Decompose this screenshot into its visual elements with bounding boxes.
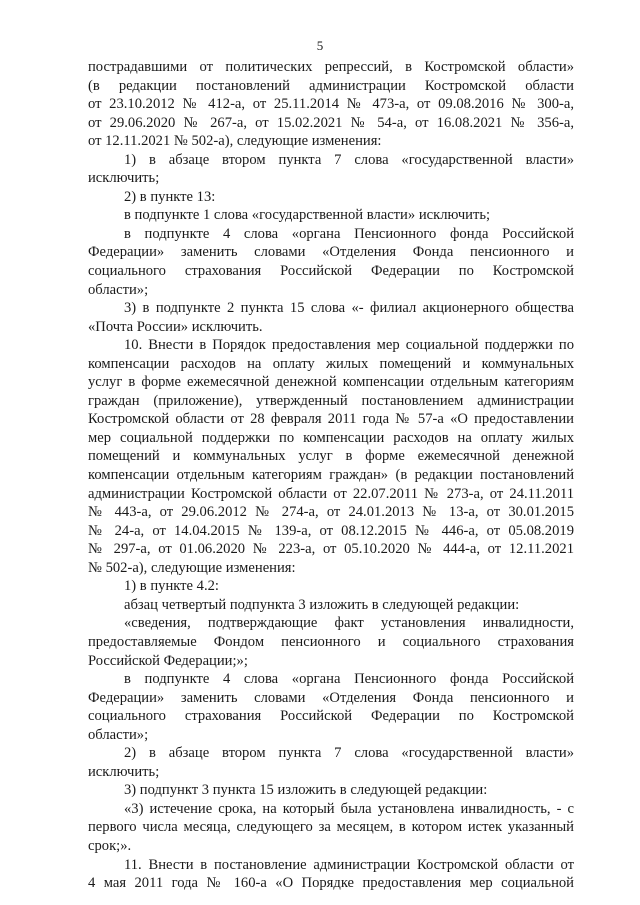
document-body bbox=[88, 58, 574, 893]
text-line: в подпункте 4 слова «органа Пенсионного фонда Российской bbox=[124, 225, 574, 242]
text-line: 1) в абзаце втором пункта 7 слова «государственной власти» bbox=[124, 151, 574, 168]
text-line: администрации Костромской области от 22.07.2011 № 273-а, от 24.11.2011 bbox=[88, 485, 574, 502]
text-line: 2) в пункте 13: bbox=[124, 188, 216, 205]
text-line: Костромской области от 28 февраля 2011 года № 57-а «О предоставлении bbox=[88, 411, 574, 428]
text-line: помещений и коммунальных услуг в форме ежемесячной денежной bbox=[88, 448, 574, 465]
text-line: Российской Федерации;»; bbox=[88, 652, 248, 669]
text-line: 10. Внести в Порядок предоставления мер социальной поддержки по bbox=[124, 337, 574, 354]
text-line: 3) в подпункте 2 пункта 15 слова «- филиал акционерного общества bbox=[124, 300, 574, 317]
text-line: 1) в пункте 4.2: bbox=[124, 578, 219, 595]
text-line: Федерации» заменить словами «Отделения Фонда пенсионного и bbox=[88, 689, 574, 706]
text-line: № 24-а, от 14.04.2015 № 139-а, от 08.12.2015 № 446-а, от 05.08.2019 bbox=[88, 522, 574, 539]
text-line: 3) подпункт 3 пункта 15 изложить в следующей редакции: bbox=[124, 782, 488, 799]
text-line: Федерации» заменить словами «Отделения Фонда пенсионного и bbox=[88, 244, 574, 261]
text-line: от 23.10.2012 № 412-а, от 25.11.2014 № 473-а, от 09.08.2016 № 300-а, bbox=[88, 96, 574, 113]
text-line: исключить; bbox=[88, 170, 160, 187]
text-line: абзац четвертый подпункта 3 изложить в следующей редакции: bbox=[124, 596, 520, 613]
text-line: пострадавшими от политических репрессий, в Костромской области» bbox=[88, 59, 574, 75]
text-line: № 502-а), следующие изменения: bbox=[88, 559, 296, 576]
text-line: компенсации расходов на оплату жилых помещений и коммунальных bbox=[88, 355, 574, 372]
page-number: 5 bbox=[316, 38, 324, 53]
text-line: первого числа месяца, следующего за месяцем, в котором истек указанный bbox=[88, 819, 574, 836]
text-line: «сведения, подтверждающие факт установления инвалидности, bbox=[124, 615, 574, 632]
text-line: № 443-а, от 29.06.2012 № 274-а, от 24.01.2013 № 13-а, от 30.01.2015 bbox=[88, 504, 574, 521]
text-line: от 12.11.2021 № 502-а), следующие изменения: bbox=[88, 133, 382, 150]
text-line: мер социальной поддержки по компенсации расходов на оплату жилых bbox=[88, 429, 574, 446]
text-line: услуг в форме ежемесячной денежной компенсации отдельным категориям bbox=[88, 374, 574, 391]
text-line: «3) истечение срока, на который была установлена инвалидность, - с bbox=[124, 800, 574, 817]
text-line: 2) в абзаце втором пункта 7 слова «государственной власти» bbox=[124, 745, 574, 762]
text-line: (в редакции постановлений администрации Костромской области bbox=[88, 77, 574, 94]
text-line: от 29.06.2020 № 267-а, от 15.02.2021 № 54-а, от 16.08.2021 № 356-а, bbox=[88, 114, 574, 131]
text-line: в подпункте 4 слова «органа Пенсионного фонда Российской bbox=[124, 671, 574, 688]
text-line: области»; bbox=[88, 726, 149, 743]
text-line: 11. Внести в постановление администрации Костромской области от bbox=[124, 856, 574, 873]
text-line: социального страхования Российской Федерации по Костромской bbox=[88, 263, 574, 280]
text-line: предоставляемые Фондом пенсионного и социального страхования bbox=[88, 633, 574, 650]
text-line: «Почта России» исключить. bbox=[88, 318, 263, 335]
text-line: в подпункте 1 слова «государственной власти» исключить; bbox=[124, 207, 491, 224]
text-line: исключить; bbox=[88, 763, 160, 780]
text-line: компенсации отдельным категориям граждан» (в редакции постановлений bbox=[88, 467, 574, 484]
text-line: социального страхования Российской Федерации по Костромской bbox=[88, 708, 574, 725]
text-line: срок;». bbox=[88, 837, 132, 854]
text-line: 4 мая 2011 года № 160-а «О Порядке предоставления мер социальной bbox=[88, 875, 574, 892]
text-line: № 297-а, от 01.06.2020 № 223-а, от 05.10.2020 № 444-а, от 12.11.2021 bbox=[88, 541, 574, 558]
text-line: области»; bbox=[88, 281, 149, 298]
text-line: граждан (приложение), утвержденный постановлением администрации bbox=[88, 392, 574, 409]
